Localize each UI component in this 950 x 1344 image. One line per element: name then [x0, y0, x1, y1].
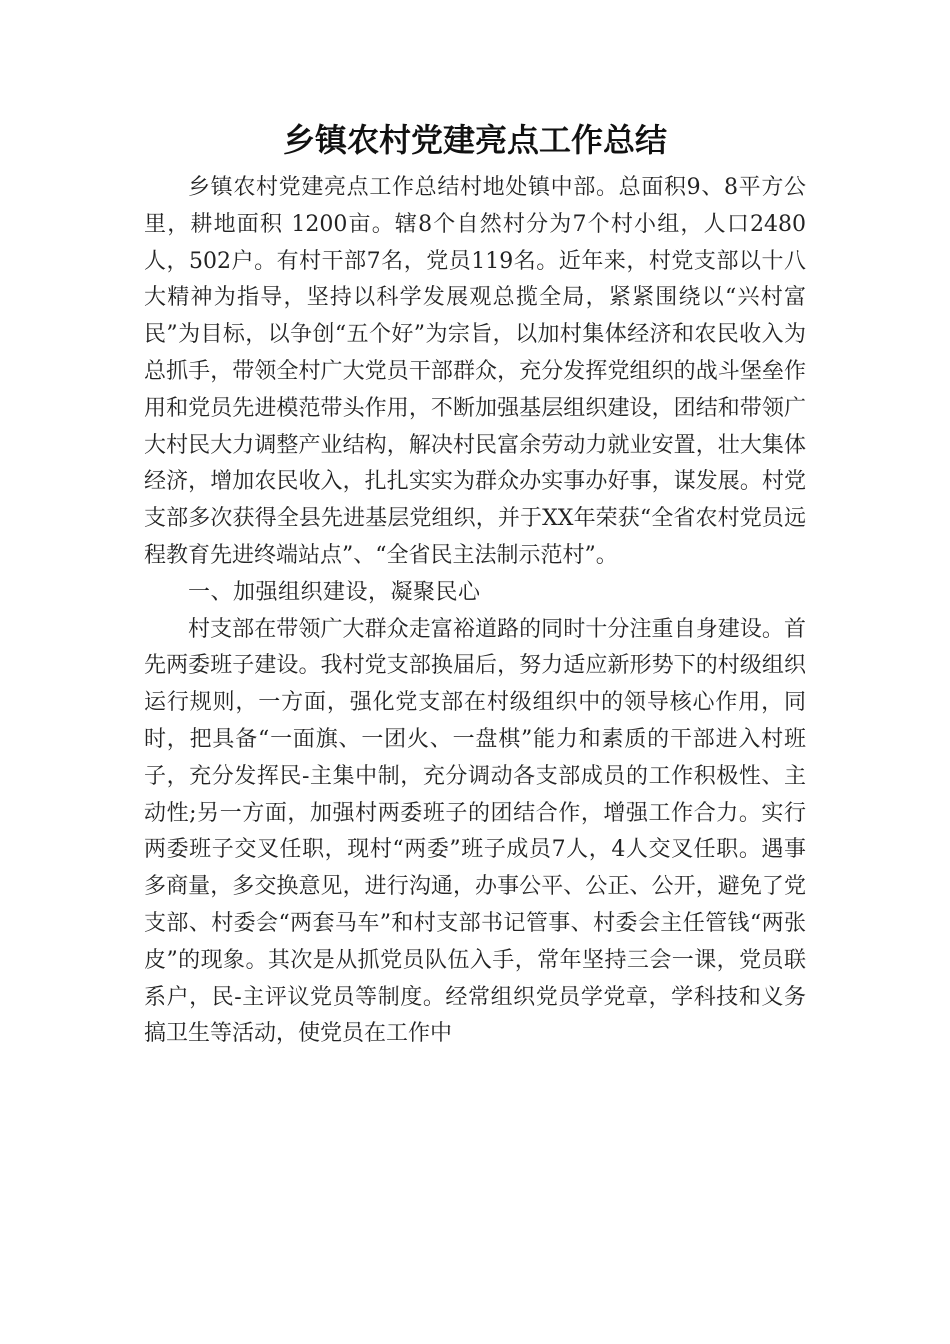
document-body	[144, 170, 806, 1053]
paragraph-section-1: 村支部在带领广大群众走富裕道路的同时十分注重自身建设。首先两委班子建设。我村党支部换届后，努力适应新形势下的村级组织运行规则，一方面，强化党支部在村级组织中的领导核心作用，同时，把具备“一面旗、一团火、一盘棋”能力和素质的干部进入村班子，充分发挥民-主集中制，充分调动各支部成员的工作积极性、主动性;另一方面，加强村两委班子的团结合作，增强工作合力。实行两委班子交叉任职，现村“两委”班子成员7人，4人交叉任职。遇事多商量，多交换意见，进行沟通，办事公平、公正、公开，避免了党支部、村委会“两套马车”和村支部书记管事、村委会主任管钱“两张皮”的现象。其次是从抓党员队伍入手，常年坚持三会一课，党员联系户，民-主评议党员等制度。经常组织党员学党章，学科技和义务搞卫生等活动，使党员在工作中	[144, 616, 806, 1047]
paragraph-intro: 乡镇农村党建亮点工作总结村地处镇中部。总面积9、8平方公里，耕地面积 1200亩。辖8个自然村分为7个村小组，人口2480人，502户。有村干部7名，党员119名。近年来，村党支部以十八大精神为指导，坚持以科学发展观总揽全局，紧紧围绕以“兴村富民”为目标，以争创“五个好”为宗旨，以加村集体经济和农民收入为总抓手，带领全村广大党员干部群众，充分发挥党组织的战斗堡垒作用和党员先进模范带头作用，不断加强基层组织建设，团结和带领广大村民大力调整产业结构，解决村民富余劳动力就业安置，壮大集体经济，增加农民收入，扎扎实实为群众办实事办好事，谋发展。村党支部多次获得全县先进基层党组织，并于XX年荣获“全省农村党员远程教育先进终端站点”、“全省民主法制示范村”。	[144, 175, 806, 568]
section-heading-1: 一、加强组织建设，凝聚民心	[188, 579, 481, 605]
document-title: 乡镇农村党建亮点工作总结	[282, 121, 667, 159]
